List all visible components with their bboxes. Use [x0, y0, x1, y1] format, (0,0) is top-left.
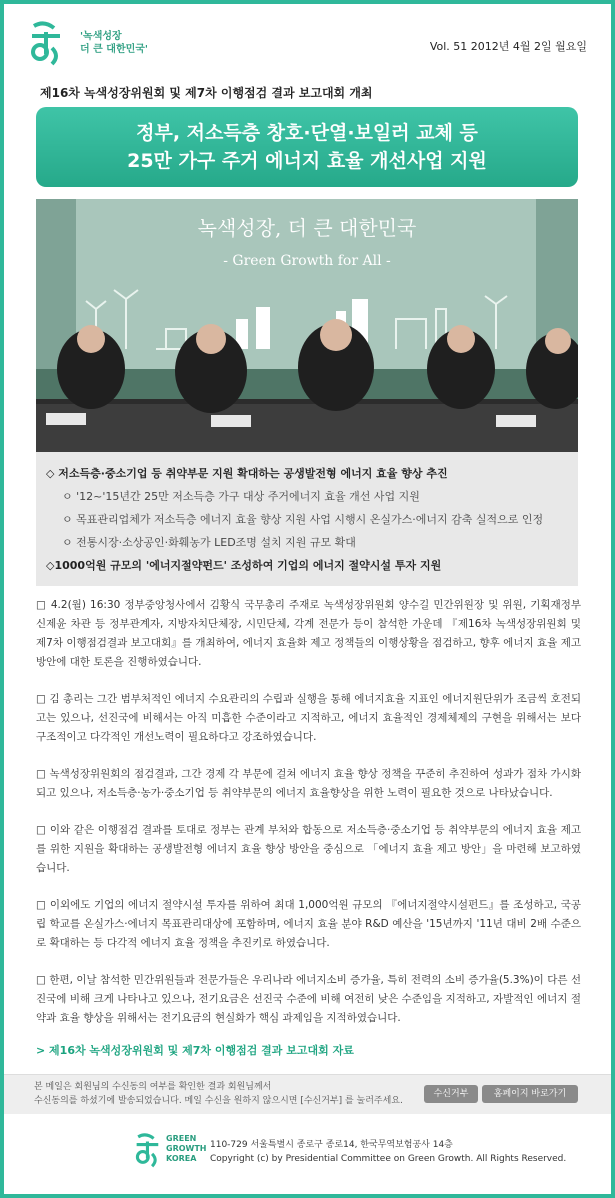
paragraph: □ 한편, 이날 참석한 민간위원들과 전문가들은 우리나라 에너지소비 증가율, 특히 전력의 소비 증가율(5.3%)이 다른 선진국에 비해 크게 나타나고 있으나, 전기요금은 선진국 수준에 비해 여전히 낮은 수준임을 지적하고, 자발적인 에너지 절약과 효율 향상을 위해서는 전기요금의 현실화가 핵심 과제임을 지적하였습니다.: [36, 974, 581, 1024]
notice-text: 본 메일은 회원님의 수신동의 여부를 확인한 결과 회원님께서 수신동의를 하셨기에 발송되었습니다. 메일 수신을 원하지 않으시면 [수신거부] 를 눌러주세요.: [34, 1082, 403, 1106]
unsubscribe-button[interactable]: 수신거부: [424, 1085, 478, 1103]
green-growth-korea-text: GREEN GROWTH KOREA: [166, 1134, 207, 1163]
summary-box: [36, 452, 578, 586]
banner-subtitle: - Green Growth for All -: [223, 253, 391, 269]
paragraph: □ 이외에도 기업의 에너지 절약시설 투자를 위하여 최대 1,000억원 규모의 『에너지절약시설펀드』를 조성하고, 국공립 학교를 온실가스·에너지 목표관리대상에 포함하며, 에너지 효율 분야 R&D 예산을 '15년까지 '11년 대비 2배 수준으로 확대하는 등 다각적 에너지 효율 정책을 추진키로 하였습니다.: [36, 899, 581, 949]
summary-item: ㅇ 전통시장·소상공인·화훼농가 LED조명 설치 지원 규모 확대: [62, 536, 356, 549]
summary-item: ㅇ 목표관리업체가 저소득층 에너지 효율 향상 지원 사업 시행시 온실가스·에너지 감축 실적으로 인정: [62, 513, 544, 526]
paragraph: □ 이와 같은 이행점검 결과를 토대로 정부는 관계 부처와 합동으로 저소득층·중소기업 등 취약부문의 에너지 효율 제고를 위한 지원을 확대하는 공생발전형 에너지 효율 향상 방안을 중심으로 「에너지 효율 제고 방안」을 마련해 보고하였습니다.: [36, 824, 581, 874]
headline-line1: 정부, 저소득층 창호·단열·보일러 교체 등: [136, 122, 478, 144]
address-footer: [4, 1122, 611, 1194]
event-subtitle: 제16차 녹색성장위원회 및 제7차 이행점검 결과 보고대회 개최: [40, 86, 373, 100]
meeting-photo: [36, 199, 578, 452]
summary-item: ◇1000억원 규모의 '에너지절약펀드' 조성하여 기업의 에너지 절약시설 투자 지원: [46, 559, 442, 572]
article-body: [36, 596, 581, 1046]
tagline: '녹색성장 더 큰 대한민국': [80, 31, 148, 55]
summary-item: ◇ 저소득층·중소기업 등 취약부문 지원 확대하는 공생발전형 에너지 효율 향상 추진: [46, 467, 448, 480]
summary-item: ㅇ '12~'15년간 25만 저소득층 가구 대상 주거에너지 효율 개선 사업 지원: [62, 490, 420, 503]
footer-notice: [4, 1074, 611, 1114]
issue-date: Vol. 51 2012년 4월 2일 월요일: [429, 40, 587, 53]
paragraph: □ 녹색성장위원회의 점검결과, 그간 경제 각 부문에 걸쳐 에너지 효율 향상 정책을 꾸준히 추진하여 성과가 점차 가시화되고 있으나, 저소득층·농가·중소기업 등 취약부문의 에너지 효율향상을 위한 노력이 필요한 것으로 나타났습니다.: [36, 768, 581, 799]
banner-title: 녹색성장, 더 큰 대한민국: [197, 216, 417, 240]
report-materials-link[interactable]: > 제16차 녹색성장위원회 및 제7차 이행점검 결과 보고대회 자료: [36, 1044, 354, 1057]
header: [4, 4, 611, 82]
green-growth-logo-icon: [132, 1130, 166, 1170]
address-info: 110-729 서울특별시 종로구 종로14, 한국무역보험공사 14층 Copyright (c) by Presidential Committee on Green Growth. All Rights Reserved.: [210, 1140, 567, 1164]
paragraph: □ 4.2(월) 16:30 정부중앙청사에서 김황식 국무총리 주재로 녹색성장위원회 양수길 민간위원장 및 위원, 기획재정부 신제윤 차관 등 정부관계자, 지방자치단체장, 시민단체, 각계 전문가 등이 참석한 가운데 『제16차 녹색성장위원회 및 제7차 이행점검결과 보고대회』를 개최하여, 에너지 효율화 제고 정책들의 이행상황을 점검하고, 향후 에너지 효율 제고방안에 대한 토론을 진행하였습니다.: [36, 599, 581, 668]
homepage-button[interactable]: 홈페이지 바로가기: [482, 1085, 578, 1103]
green-growth-logo-icon: [26, 18, 70, 68]
headline-banner: [36, 107, 578, 187]
headline-line2: 25만 가구 주거 에너지 효율 개선사업 지원: [127, 150, 487, 172]
paragraph: □ 김 총리는 그간 범부처적인 에너지 수요관리의 수립과 실행을 통해 에너지효율 지표인 에너지원단위가 조금씩 호전되고는 있으나, 선진국에 비해서는 아직 미흡한 수준이라고 지적하고, 에너지 효율적인 경제체제의 구현을 위해서는 보다 구조적이고 다각적인 개선노력이 필요하다고 강조하였습니다.: [36, 693, 581, 743]
